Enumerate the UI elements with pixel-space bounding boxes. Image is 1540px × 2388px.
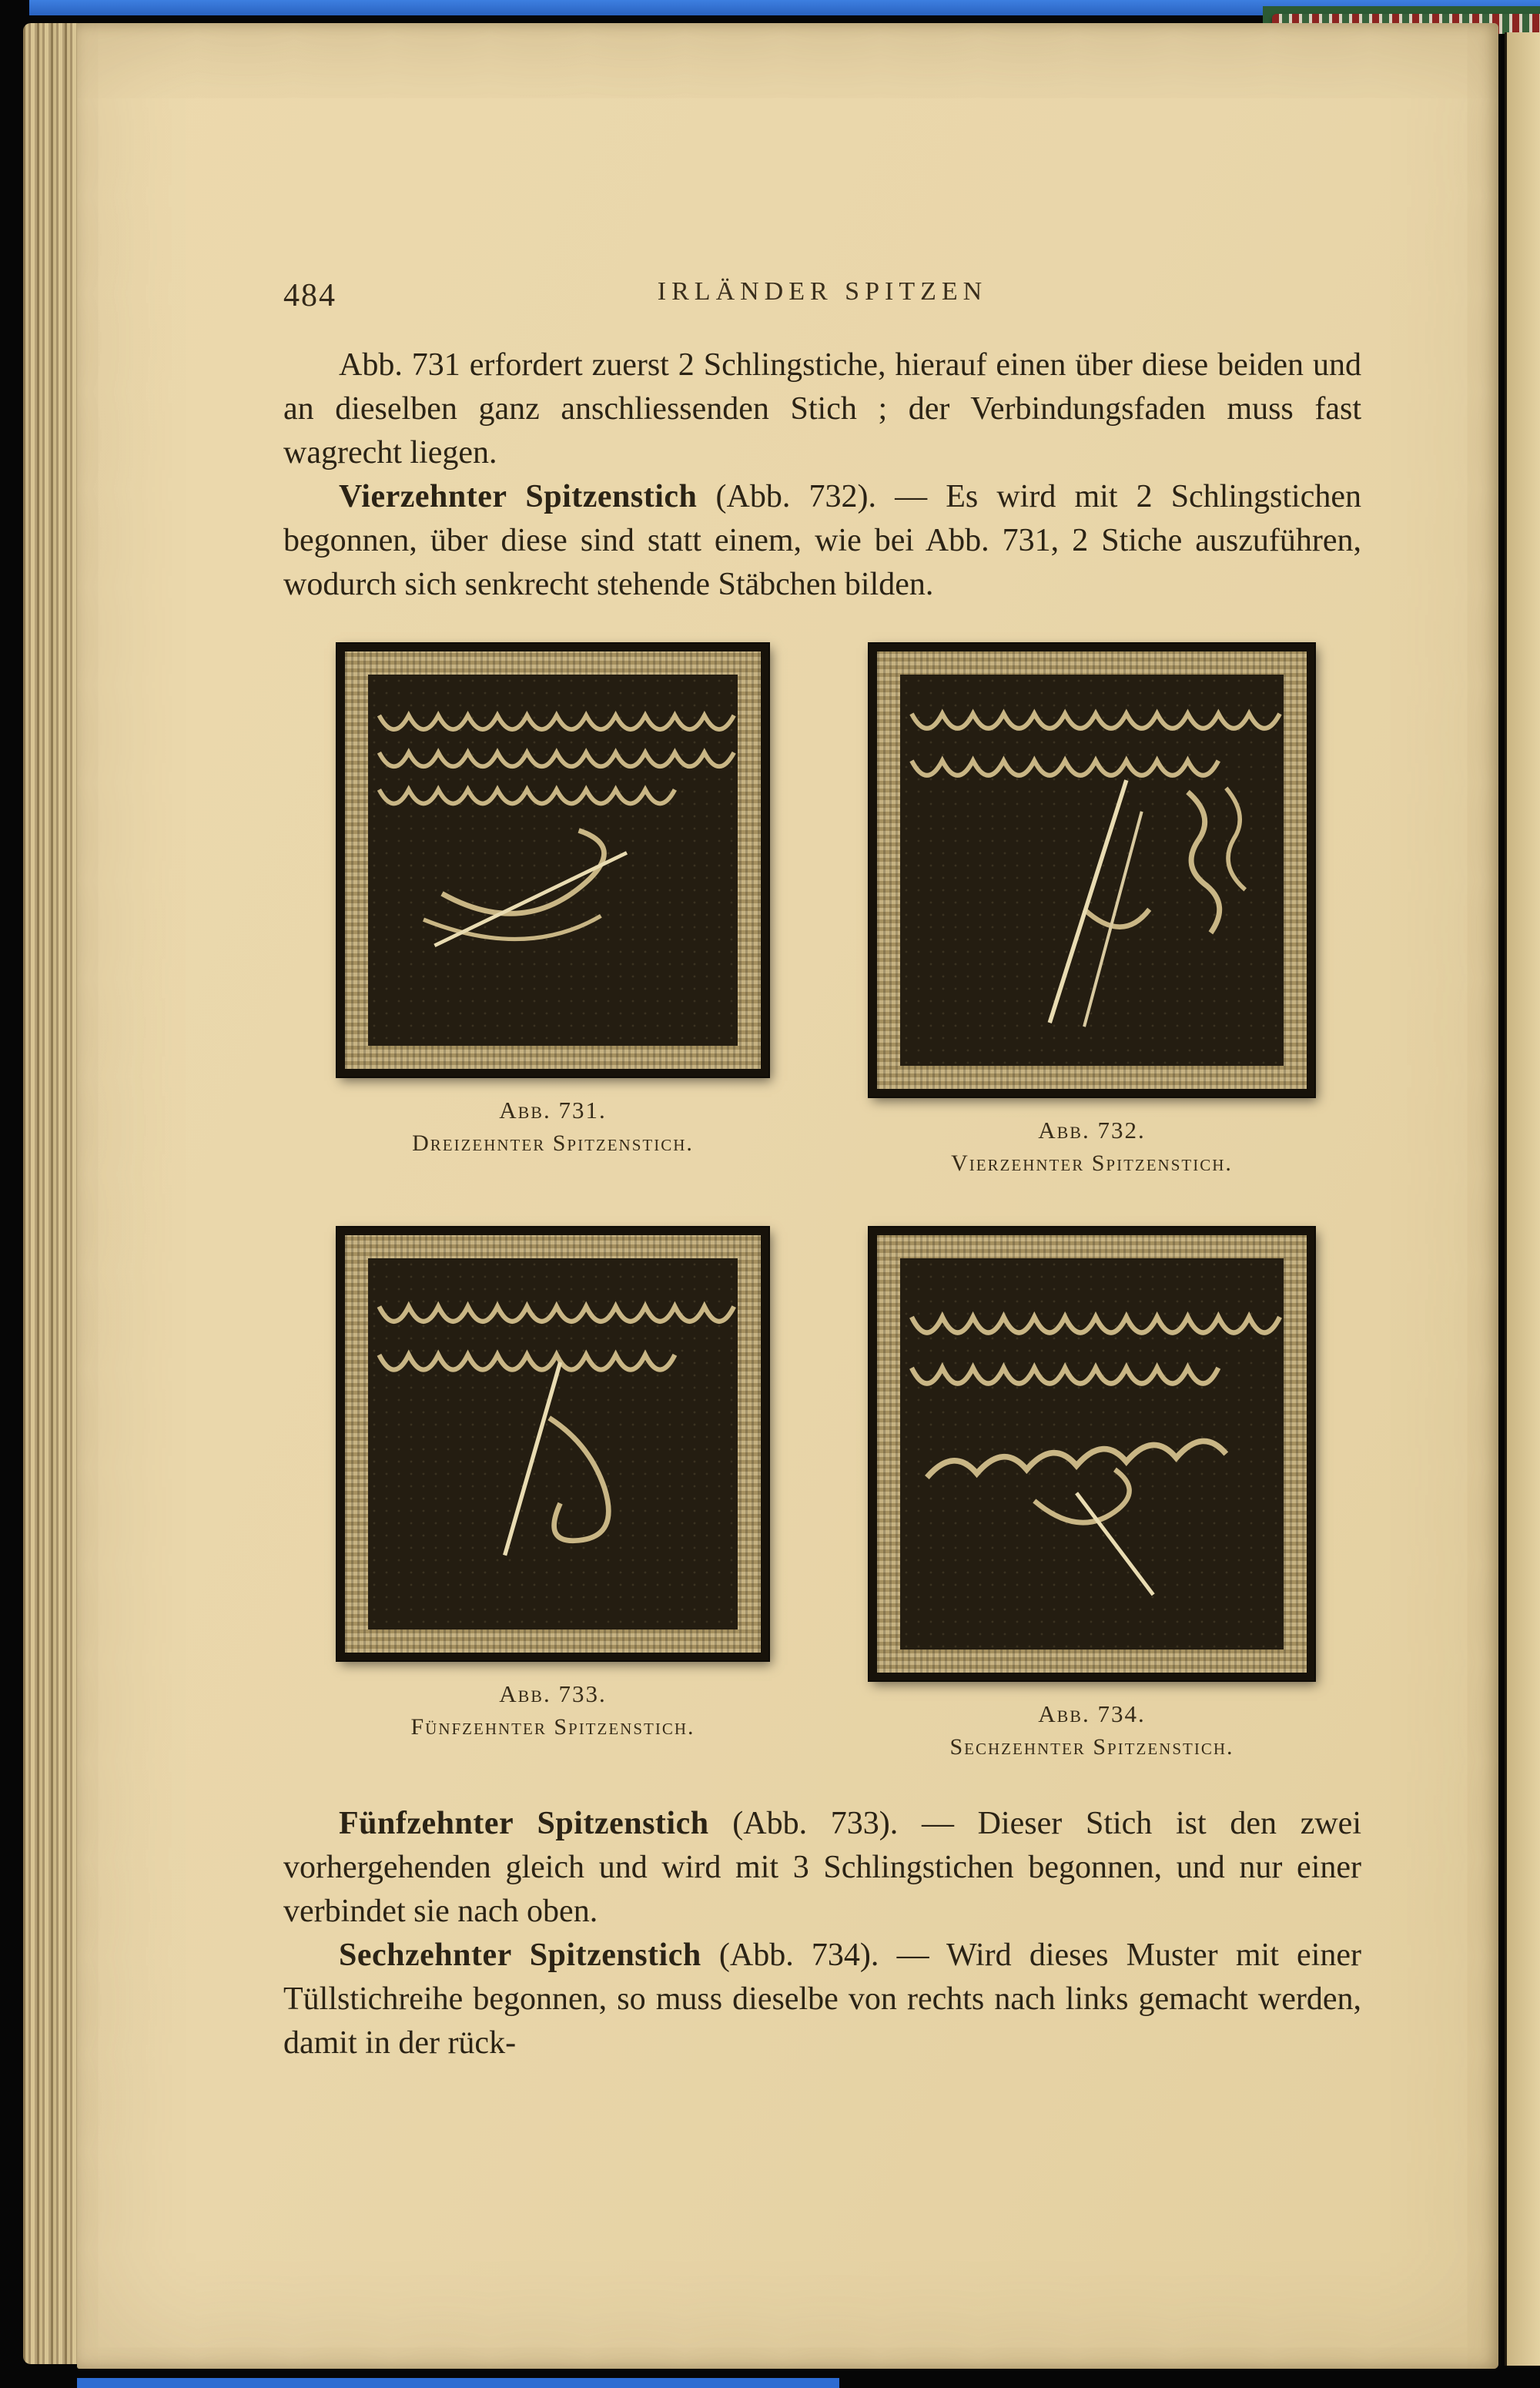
paragraph-fuenfzehnter [283,1802,1361,1934]
figure-732 [822,644,1361,1177]
woven-frame [877,1235,1307,1673]
paragraph-abb-731 [283,343,1361,475]
lace-field [368,675,738,1046]
figure-733 [283,1227,822,1760]
figure-caption-number: Abb. 732. [1038,1117,1146,1144]
text-column [283,277,1361,2065]
lace-stitch-illustration [368,675,738,1046]
figure-caption [412,1097,694,1157]
figure-caption-title: Sechzehnter Spitzenstich. [949,1734,1234,1760]
running-head [283,277,1361,317]
woven-frame [877,651,1307,1089]
lace-stitch-illustration [368,1258,738,1629]
book-page-edges [23,23,79,2364]
paragraph-lead: Sechzehnter Spitzenstich [339,1938,701,1973]
figure-caption-number: Abb. 733. [499,1680,607,1707]
figure-grid [283,644,1361,1760]
paragraph-text: (Abb. 732). — Es wird mit 2 Schlingstichen begonnen, über diese sind statt einem, wie bei Abb. 731, 2 Stiche auszuführen, wodurch sich senkrecht stehende Stäbchen bilden. [283,479,1362,602]
figure-734 [822,1227,1361,1760]
figure-caption-number: Abb. 731. [499,1097,607,1124]
lace-stitch-illustration [900,675,1284,1066]
book-page [77,23,1498,2369]
figure-caption [949,1700,1234,1760]
figure-731-photo [337,644,768,1077]
paragraph-lead: Fünfzehnter Spitzenstich [339,1806,709,1841]
paragraph-lead: Vierzehnter Spitzenstich [339,479,698,514]
paragraph-vierzehnter [283,475,1361,607]
scanner-bottom-bar [77,2378,839,2388]
woven-frame [345,1235,761,1653]
figure-734-photo [869,1227,1314,1680]
figure-731 [283,644,822,1177]
figure-733-photo [337,1227,768,1660]
paragraph-text: (Abb. 734). — Wird dieses Muster mit einer Tüllstichreihe begonnen, so muss dieselbe von rechts nach links gemacht werden, damit in der rück- [283,1938,1361,2061]
figure-caption-title: Fünfzehnter Spitzenstich. [410,1714,695,1740]
paragraph-sechzehnter [283,1934,1361,2065]
lace-field [368,1258,738,1629]
figure-caption-title: Dreizehnter Spitzenstich. [412,1130,694,1156]
running-head-title: IRLÄNDER SPITZEN [657,277,988,306]
lace-field [900,1258,1284,1649]
figure-caption [410,1680,695,1740]
figure-caption-title: Vierzehnter Spitzenstich. [951,1150,1233,1176]
lace-stitch-illustration [900,1258,1284,1649]
page-number: 484 [283,278,336,313]
lace-field [900,675,1284,1066]
woven-frame [345,651,761,1069]
figure-732-photo [869,644,1314,1097]
next-page-edge [1505,32,1540,2366]
paragraph-text: Abb. 731 erfordert zuerst 2 Schlingstiche, hierauf einen über diese beiden und an dieselben ganz anschliessenden Stich ; der Verbindungsfaden muss fast wagrecht liegen. [283,347,1361,471]
paragraph-text: (Abb. 733). — Dieser Stich ist den zwei vorhergehenden gleich und wird mit 3 Schlingstichen begonnen, und nur einer verbindet sie nach oben. [283,1806,1361,1929]
figure-caption [951,1117,1233,1177]
figure-caption-number: Abb. 734. [1038,1700,1146,1727]
